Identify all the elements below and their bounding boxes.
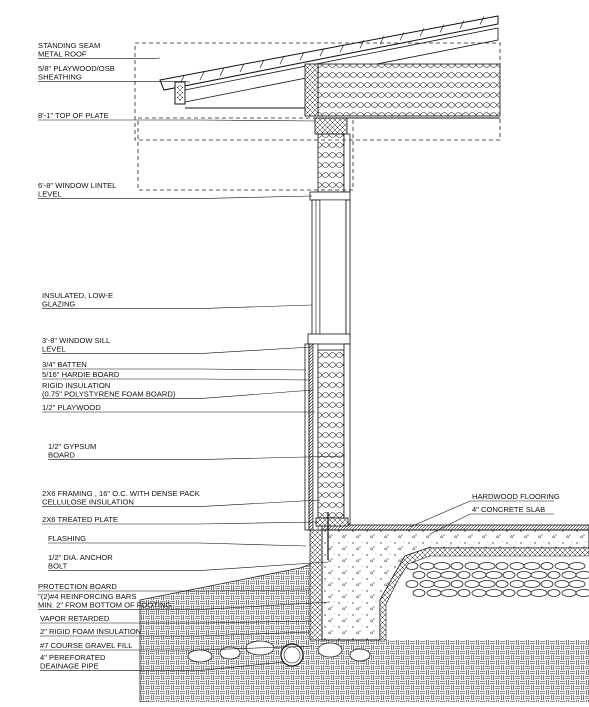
leader-top-of-plate <box>38 120 315 121</box>
label-rigid-foam-line-1: 2" RIGID FOAM INSULATION <box>40 627 141 636</box>
label-framing-line-2: CELLULOSE INSULATION <box>42 498 134 507</box>
label-playwood-osb-line-2: SHEATHING <box>38 73 82 82</box>
label-glazing-line-2: GLAZING <box>42 300 75 309</box>
label-hardwood-line-1: HARDWOOD FLOORING <box>472 492 560 501</box>
label-rigid-insulation-line-2: (0.75" POLYSTYRENE FOAM BOARD) <box>42 390 176 399</box>
label-window-lintel-line-1: 6'-8" WINDOW LINTEL <box>38 181 116 190</box>
leader-window-sill <box>42 347 312 354</box>
left-labels <box>38 41 200 671</box>
label-flashing-line-1: FLASHING <box>48 534 86 543</box>
label-playwood-line-1: 1/2" PLAYWOOD <box>42 403 101 412</box>
gravel-fill <box>400 558 589 638</box>
label-reinforcing-line-2: MIN. 2" FROM BOTTOM OF FOOTING <box>38 601 171 610</box>
label-standing-seam-line-2: METAL ROOF <box>38 50 87 59</box>
label-drain-pipe-line-2: DEAINAGE PIPE <box>40 662 99 671</box>
label-rigid-insulation-line-1: RIGID INSULATION <box>42 381 110 390</box>
label-gypsum-line-2: BOARD <box>48 451 76 460</box>
label-window-lintel-line-2: LEVEL <box>38 190 62 199</box>
label-window-sill-line-1: 3'-8" WINDOW SILL <box>42 336 110 345</box>
label-gypsum-line-1: 1/2" GYPSUM <box>48 442 96 451</box>
wall-assembly <box>305 118 350 560</box>
leader-window-lintel <box>38 196 312 199</box>
leader-flashing <box>48 543 306 546</box>
label-standing-seam-line-1: STANDING SEAM <box>38 41 100 50</box>
hardwood-floor <box>322 525 589 530</box>
leader-hardie-board <box>42 379 309 380</box>
leader-anchor-bolt <box>48 562 328 571</box>
label-top-of-plate-line-1: 8'-1" TOP OF PLATE <box>38 111 109 120</box>
leader-gypsum <box>48 456 345 460</box>
label-anchor-bolt-line-2: BOLT <box>48 562 68 571</box>
label-framing-line-1: 2X6 FRAMING , 16" O.C. WITH DENSE PACK <box>42 489 200 498</box>
label-concrete-slab-line-1: 4" CONCRETE SLAB <box>472 505 545 514</box>
label-hardie-board-line-1: 5/16" HARDIE BOARD <box>42 370 120 379</box>
foundation-foam <box>310 530 322 640</box>
roof-assembly <box>160 16 500 118</box>
label-vapor-line-1: VAPOR RETARDED <box>40 614 110 623</box>
label-treated-plate-line-1: 2X6 TREATED PLATE <box>42 515 118 524</box>
leader-glazing <box>42 305 312 309</box>
label-gravel-line-1: #7 COURSE GRAVEL FILL <box>40 641 132 650</box>
label-protection-board-line-1: PROTECTION BOARD <box>38 582 117 591</box>
label-batten-line-1: 3/4" BATTEN <box>42 360 87 369</box>
label-drain-pipe-line-1: 4" PEREFORATED <box>40 653 106 662</box>
right-labels <box>472 492 560 514</box>
label-window-sill-line-2: LEVEL <box>42 345 66 354</box>
label-glazing-line-1: INSULATED, LOW-E <box>42 291 113 300</box>
label-anchor-bolt-line-1: 1/2" DIA. ANCHOR <box>48 553 113 562</box>
label-playwood-osb-line-1: 5/8" PLAYWOOD/OSB <box>38 64 115 73</box>
label-reinforcing-line-1: "(2)#4 REINFORCING BARS <box>38 592 136 601</box>
